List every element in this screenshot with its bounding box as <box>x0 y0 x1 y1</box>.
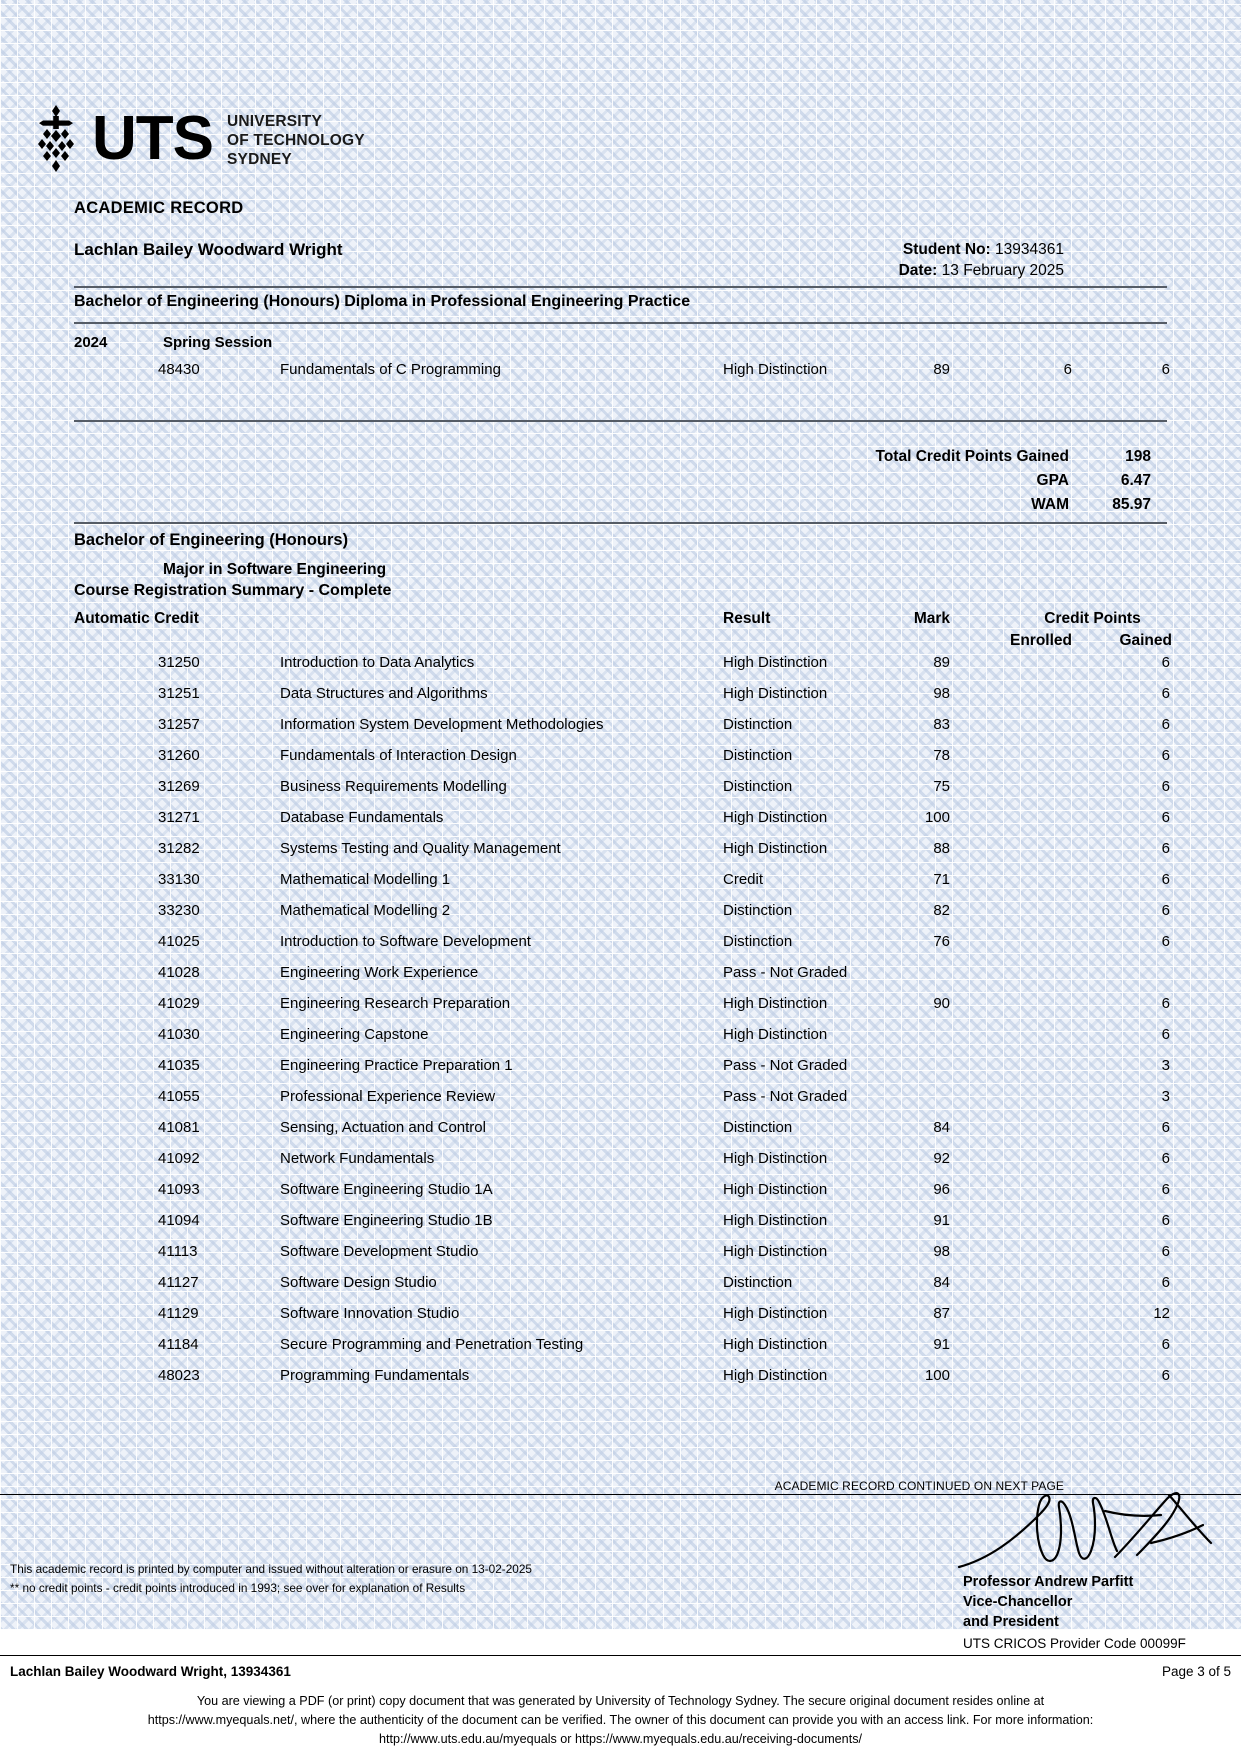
subject-code: 31251 <box>158 685 200 702</box>
subject-mark: 88 <box>933 840 950 857</box>
uts-name-line-1: UNIVERSITY <box>227 112 323 130</box>
subject-name: Data Structures and Algorithms <box>280 685 488 702</box>
table-row <box>0 1269 1241 1296</box>
subject-code: 31260 <box>158 747 200 764</box>
page-indicator: Page 3 of 5 <box>1161 1664 1231 1679</box>
signatory-block <box>963 1572 1133 1632</box>
subject-code: 41035 <box>158 1057 200 1074</box>
subject-mark: 92 <box>933 1150 950 1167</box>
subject-code: 31257 <box>158 716 200 733</box>
column-header-result: Result <box>723 610 771 627</box>
award-2-summary: Course Registration Summary - Complete <box>74 582 392 599</box>
subject-code: 31269 <box>158 778 200 795</box>
subject-credit-gained: 6 <box>1161 1367 1170 1384</box>
subject-mark: 75 <box>933 778 950 795</box>
total-value: 6.47 <box>1120 472 1151 489</box>
subject-result: Distinction <box>723 1274 793 1291</box>
subject-result: High Distinction <box>723 1212 828 1229</box>
subject-credit-gained: 6 <box>1161 995 1170 1012</box>
subject-credit-gained: 6 <box>1161 778 1170 795</box>
student-number-value: 13934361 <box>995 241 1064 258</box>
subject-result: Distinction <box>723 902 793 919</box>
table-row <box>0 773 1241 800</box>
subject-name: Engineering Practice Preparation 1 <box>280 1057 513 1074</box>
footer-student-identity: Lachlan Bailey Woodward Wright, 13934361 <box>10 1664 291 1679</box>
divider-bottom <box>0 1655 1241 1656</box>
table-row <box>0 1300 1241 1327</box>
table-row <box>0 1207 1241 1234</box>
page-title: ACADEMIC RECORD <box>74 199 244 217</box>
subject-mark: 87 <box>933 1305 950 1322</box>
totals-block <box>0 445 1241 517</box>
subject-credit-gained: 6 <box>1161 1026 1170 1043</box>
subject-code: 41094 <box>158 1212 200 1229</box>
subject-code: 31282 <box>158 840 200 857</box>
subject-credit-gained: 6 <box>1161 933 1170 950</box>
subject-code: 31250 <box>158 654 200 671</box>
uts-name-line-2: OF TECHNOLOGY <box>227 131 365 149</box>
subject-result: High Distinction <box>723 685 828 702</box>
subject-mark: 91 <box>933 1212 950 1229</box>
subject-result: Distinction <box>723 778 793 795</box>
student-number-label: Student No: <box>902 241 991 258</box>
subject-mark: 84 <box>933 1274 950 1291</box>
subject-code: 41025 <box>158 933 200 950</box>
disclaimer-line-2: ** no credit points - credit points introduced in 1993; see over for explanation of Results <box>10 1581 466 1595</box>
subject-code: 41081 <box>158 1119 200 1136</box>
signature-image <box>955 1481 1225 1581</box>
subject-name: Information System Development Methodologies <box>280 716 604 733</box>
subject-mark: 82 <box>933 902 950 919</box>
divider-above-award2 <box>74 522 1167 524</box>
pdf-notice-line-1: You are viewing a PDF (or print) copy document that was generated by University of Technology Sydney. The secure original document resides online at <box>196 1694 1045 1708</box>
table-row <box>0 1176 1241 1203</box>
subject-name: Sensing, Actuation and Control <box>280 1119 486 1136</box>
subject-code: 41092 <box>158 1150 200 1167</box>
pdf-notice-line-3: http://www.uts.edu.au/myequals or https://www.myequals.edu.au/receiving-documents/ <box>378 1732 862 1746</box>
subject-mark: 96 <box>933 1181 950 1198</box>
subject-mark: 76 <box>933 933 950 950</box>
total-value: 198 <box>1125 448 1151 465</box>
subject-result: High Distinction <box>723 1026 828 1043</box>
student-name: Lachlan Bailey Woodward Wright <box>74 240 343 259</box>
subject-name: Systems Testing and Quality Management <box>280 840 561 857</box>
subject-result: High Distinction <box>723 995 828 1012</box>
column-header-credit-points: Credit Points <box>1044 610 1141 627</box>
table-row <box>0 835 1241 862</box>
subject-mark: 84 <box>933 1119 950 1136</box>
uts-acronym: UTS <box>92 104 213 173</box>
subject-result: High Distinction <box>723 1305 828 1322</box>
subject-name: Network Fundamentals <box>280 1150 435 1167</box>
issue-date-label: Date: <box>898 262 938 279</box>
subject-result: Distinction <box>723 933 793 950</box>
subject-result: Pass - Not Graded <box>723 1057 848 1074</box>
subject-credit-gained: 3 <box>1161 1088 1170 1105</box>
subject-name: Introduction to Data Analytics <box>280 654 475 671</box>
uts-logo <box>28 103 365 175</box>
total-line <box>0 493 1241 517</box>
automatic-credit-label: Automatic Credit <box>74 610 199 627</box>
subject-result: High Distinction <box>723 809 828 826</box>
total-label: Total Credit Points Gained <box>875 448 1069 465</box>
subject-name: Software Engineering Studio 1A <box>280 1181 493 1198</box>
student-meta <box>899 239 1064 281</box>
total-line <box>0 445 1241 469</box>
subject-mark: 98 <box>933 685 950 702</box>
subject-credit-enrolled: 6 <box>1063 361 1072 378</box>
award-2-major: Major in Software Engineering <box>163 561 387 578</box>
subject-mark: 89 <box>933 361 950 378</box>
student-number-line <box>899 239 1064 260</box>
table-row <box>0 1145 1241 1172</box>
subject-result: Distinction <box>723 747 793 764</box>
subject-code: 33230 <box>158 902 200 919</box>
subject-mark: 71 <box>933 871 950 888</box>
subject-code: 33130 <box>158 871 200 888</box>
table-row <box>0 356 1241 383</box>
disclaimer-text <box>10 1560 532 1598</box>
subject-result: High Distinction <box>723 1243 828 1260</box>
subject-code: 41030 <box>158 1026 200 1043</box>
column-header-mark: Mark <box>913 610 950 627</box>
subject-code: 41127 <box>158 1274 199 1291</box>
subject-name: Fundamentals of C Programming <box>280 361 501 378</box>
disclaimer-line-1: This academic record is printed by computer and issued without alteration or erasure on 13-02-2025 <box>10 1562 532 1576</box>
subject-result: Distinction <box>723 1119 793 1136</box>
subject-credit-gained: 6 <box>1161 1181 1170 1198</box>
table-row <box>0 897 1241 924</box>
subject-name: Software Innovation Studio <box>280 1305 460 1322</box>
subject-result: High Distinction <box>723 1336 828 1353</box>
subject-result: High Distinction <box>723 1181 828 1198</box>
table-row <box>0 1052 1241 1079</box>
subject-code: 41055 <box>158 1088 200 1105</box>
subject-name: Database Fundamentals <box>280 809 444 826</box>
subject-name: Programming Fundamentals <box>280 1367 470 1384</box>
subject-result: Distinction <box>723 716 793 733</box>
subject-code: 41129 <box>158 1305 199 1322</box>
divider-above-award1 <box>74 286 1167 288</box>
table-row <box>0 711 1241 738</box>
table-row <box>0 866 1241 893</box>
signatory-name: Professor Andrew Parfitt <box>963 1574 1134 1590</box>
session-name: Spring Session <box>163 334 273 351</box>
table-row <box>0 1083 1241 1110</box>
issue-date-line <box>899 260 1064 281</box>
subject-name: Fundamentals of Interaction Design <box>280 747 517 764</box>
subject-credit-gained: 6 <box>1161 1119 1170 1136</box>
subject-result: High Distinction <box>723 361 828 378</box>
subject-mark: 100 <box>924 1367 950 1384</box>
table-row <box>0 1362 1241 1389</box>
subject-mark: 89 <box>933 654 950 671</box>
table-row <box>0 990 1241 1017</box>
subject-name: Engineering Research Preparation <box>280 995 511 1012</box>
signatory-title-line-1: Vice-Chancellor <box>963 1594 1073 1610</box>
subject-credit-gained: 6 <box>1161 361 1170 378</box>
subject-credit-gained: 6 <box>1161 809 1170 826</box>
subject-name: Secure Programming and Penetration Testing <box>280 1336 584 1353</box>
total-label: WAM <box>1031 496 1069 513</box>
subject-credit-gained: 6 <box>1161 902 1170 919</box>
subject-name: Engineering Capstone <box>280 1026 429 1043</box>
subject-code: 41028 <box>158 964 200 981</box>
table-row <box>0 959 1241 986</box>
subject-code: 41093 <box>158 1181 200 1198</box>
subject-result: High Distinction <box>723 1150 828 1167</box>
total-label: GPA <box>1036 472 1069 489</box>
pdf-copy-notice <box>0 1692 1241 1749</box>
subject-credit-gained: 6 <box>1161 716 1170 733</box>
table-row <box>0 1238 1241 1265</box>
subject-name: Mathematical Modelling 1 <box>280 871 451 888</box>
uts-full-name <box>227 110 365 169</box>
subject-result: High Distinction <box>723 840 828 857</box>
subject-credit-gained: 6 <box>1161 1150 1170 1167</box>
subject-code: 41113 <box>158 1243 198 1260</box>
subject-credit-gained: 6 <box>1161 1212 1170 1229</box>
signatory-title-line-2: and President <box>963 1614 1059 1630</box>
subject-credit-gained: 6 <box>1161 840 1170 857</box>
subject-name: Software Design Studio <box>280 1274 437 1291</box>
column-header-enrolled: Enrolled <box>1009 632 1072 649</box>
subject-name: Engineering Work Experience <box>280 964 479 981</box>
divider-above-totals <box>74 420 1167 422</box>
subject-mark: 91 <box>933 1336 950 1353</box>
subject-credit-gained: 6 <box>1161 1243 1170 1260</box>
subject-name: Introduction to Software Development <box>280 933 531 950</box>
subject-name: Professional Experience Review <box>280 1088 496 1105</box>
subject-name: Business Requirements Modelling <box>280 778 507 795</box>
subject-credit-gained: 6 <box>1161 871 1170 888</box>
table-row <box>0 804 1241 831</box>
subject-credit-gained: 6 <box>1161 747 1170 764</box>
uts-crest-icon <box>28 103 84 175</box>
subject-mark: 90 <box>933 995 950 1012</box>
total-value: 85.97 <box>1112 496 1151 513</box>
subject-name: Software Development Studio <box>280 1243 479 1260</box>
table-row <box>0 1331 1241 1358</box>
award-2-title: Bachelor of Engineering (Honours) <box>74 531 349 549</box>
subject-mark: 100 <box>924 809 950 826</box>
subject-credit-gained: 6 <box>1161 654 1170 671</box>
total-line <box>0 469 1241 493</box>
subject-code: 48023 <box>158 1367 200 1384</box>
issue-date-value: 13 February 2025 <box>941 262 1064 279</box>
table-row <box>0 649 1241 676</box>
subject-credit-gained: 6 <box>1161 685 1170 702</box>
subject-result: High Distinction <box>723 1367 828 1384</box>
divider-below-award1 <box>74 322 1167 324</box>
subject-result: Pass - Not Graded <box>723 964 848 981</box>
table-row <box>0 1114 1241 1141</box>
subject-credit-gained: 6 <box>1161 1274 1170 1291</box>
subject-code: 41184 <box>158 1336 199 1353</box>
subject-result: Credit <box>723 871 764 888</box>
subject-mark: 98 <box>933 1243 950 1260</box>
pdf-notice-line-2: https://www.myequals.net/, where the authenticity of the document can be verified. The owner of this document can provide you with an access link. For more information: <box>147 1713 1094 1727</box>
subject-credit-gained: 6 <box>1161 1336 1170 1353</box>
continued-notice: ACADEMIC RECORD CONTINUED ON NEXT PAGE <box>774 1479 1064 1493</box>
subject-mark: 83 <box>933 716 950 733</box>
table-row <box>0 742 1241 769</box>
table-row <box>0 1021 1241 1048</box>
award-1-title: Bachelor of Engineering (Honours) Diploma in Professional Engineering Practice <box>74 293 691 310</box>
cricos-code: UTS CRICOS Provider Code 00099F <box>963 1636 1186 1651</box>
subject-code: 31271 <box>158 809 200 826</box>
subject-result: High Distinction <box>723 654 828 671</box>
subject-name: Mathematical Modelling 2 <box>280 902 451 919</box>
subject-name: Software Engineering Studio 1B <box>280 1212 493 1229</box>
uts-name-line-3: SYDNEY <box>227 150 292 168</box>
table-row <box>0 680 1241 707</box>
subject-code: 41029 <box>158 995 200 1012</box>
subject-result: Pass - Not Graded <box>723 1088 848 1105</box>
session-year: 2024 <box>74 334 108 351</box>
subject-credit-gained: 3 <box>1161 1057 1170 1074</box>
table-row <box>0 928 1241 955</box>
subject-mark: 78 <box>933 747 950 764</box>
column-header-gained: Gained <box>1119 632 1172 649</box>
subject-code: 48430 <box>158 361 200 378</box>
subject-credit-gained: 12 <box>1153 1305 1170 1322</box>
